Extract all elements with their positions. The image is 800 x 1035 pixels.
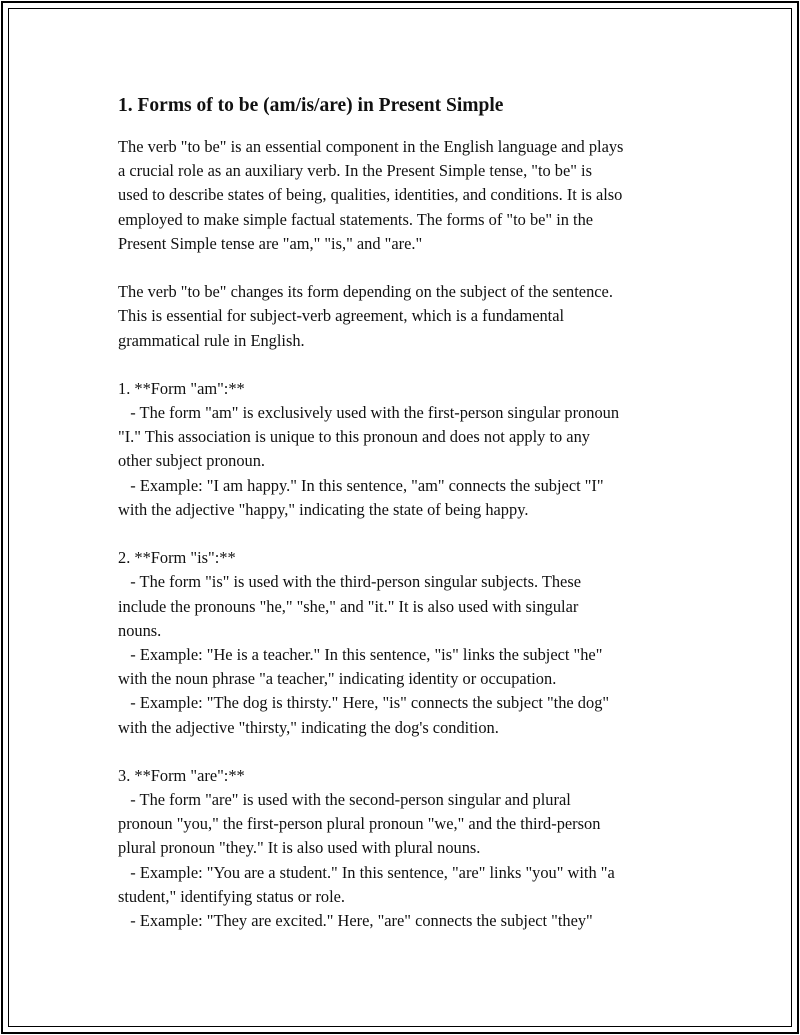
text-line: plural pronoun "they." It is also used with plural nouns. [118,838,481,858]
text-line: "I." This association is unique to this pronoun and does not apply to any [118,427,590,447]
text-line: - Example: "The dog is thirsty." Here, "is" connects the subject "the dog" [118,693,610,713]
text-line: with the noun phrase "a teacher," indicating identity or occupation. [118,669,557,689]
text-line: - The form "are" is used with the second-person singular and plural [118,790,571,810]
text-line: The verb "to be" is an essential component in the English language and plays [118,137,624,156]
text-line: 3. **Form "are":** [118,765,245,785]
text-line: grammatical rule in English. [118,330,305,350]
text-line: pronoun "you," the first-person plural pronoun "we," and the third-person [118,814,601,834]
text-line: This is essential for subject-verb agreement, which is a fundamental [118,306,565,326]
document-content [118,92,698,933]
blank-line [118,522,698,546]
text-line: - The form "is" is used with the third-person singular subjects. These [118,572,581,592]
text-line: - The form "am" is exclusively used with the first-person singular pronoun [118,403,620,423]
text-line: include the pronouns "he," "she," and "it." It is also used with singular [118,596,579,616]
text-line: student," identifying status or role. [118,886,346,906]
text-line: 1. **Form "am":** [118,378,245,398]
text-line: - Example: "You are a student." In this sentence, "are" links "you" with "a [118,862,615,882]
text-line: 2. **Form "is":** [118,548,236,568]
text-line: The verb "to be" changes its form depending on the subject of the sentence. [118,282,613,302]
text-line: - Example: "I am happy." In this sentence, "am" connects the subject "I" [118,475,604,495]
text-line: other subject pronoun. [118,451,266,471]
text-line: with the adjective "thirsty," indicating the dog's condition. [118,717,499,737]
text-line: a crucial role as an auxiliary verb. In the Present Simple tense, "to be" is [118,161,592,181]
text-line: nouns. [118,620,162,640]
blank-line [118,256,698,280]
text-line: used to describe states of being, qualities, identities, and conditions. It is also [118,185,623,205]
text-line: - Example: "He is a teacher." In this sentence, "is" links the subject "he" [118,644,603,664]
text-line: - Example: "They are excited." Here, "are" connects the subject "they" [118,911,593,930]
text-line: employed to make simple factual statements. The forms of "to be" in the [118,209,594,229]
blank-line [118,353,698,377]
document-title: 1. Forms of to be (am/is/are) in Present Simple [118,95,504,116]
blank-line [118,740,698,764]
document-body [118,135,698,933]
text-line: Present Simple tense are "am," "is," and "are." [118,233,423,253]
text-line: with the adjective "happy," indicating the state of being happy. [118,499,529,519]
